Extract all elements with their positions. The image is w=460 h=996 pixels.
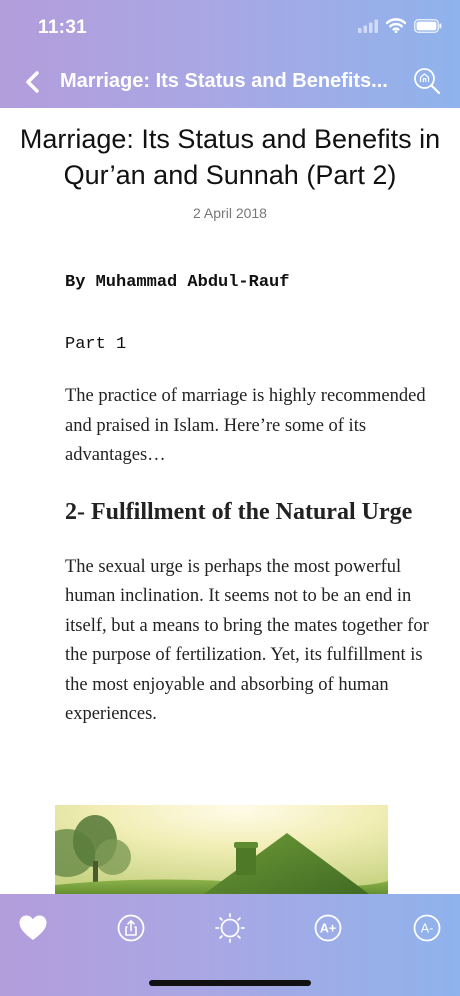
chevron-left-icon <box>22 66 46 98</box>
search-icon <box>412 66 442 96</box>
battery-icon <box>414 19 442 33</box>
font-increase-button[interactable] <box>312 912 344 944</box>
body-paragraph: The sexual urge is perhaps the most powerful human inclination. It seems not to be an end in itself, but a means to bring the mates together for the purpose of fertilization. Yet, its fulfillment is the most enjoyable and absorbing of human experiences. <box>65 556 429 724</box>
app-header <box>0 0 460 108</box>
author-line: By Muhammad Abdul-Rauf <box>65 273 290 292</box>
share-button[interactable] <box>115 912 147 944</box>
status-time: 11:31 <box>38 17 88 38</box>
search-button[interactable] <box>412 66 442 96</box>
heart-icon <box>18 914 48 942</box>
article-content[interactable] <box>0 108 460 894</box>
font-decrease-label: A- <box>420 921 434 936</box>
article-title: Marriage: Its Status and Benefits in Qur’an and Sunnah (Part 2) <box>19 124 441 190</box>
font-decrease-button[interactable] <box>411 912 443 944</box>
brightness-button[interactable] <box>214 912 246 944</box>
font-increase-label: A+ <box>319 921 337 936</box>
navigation-bar <box>0 62 460 102</box>
favorite-button[interactable] <box>17 912 49 944</box>
status-indicators <box>358 18 442 33</box>
font-decrease-icon <box>412 913 442 943</box>
part-1-link[interactable]: Part 1 <box>65 335 127 354</box>
back-button[interactable] <box>22 66 46 98</box>
share-icon <box>116 913 146 943</box>
brightness-icon <box>214 912 246 944</box>
font-increase-icon <box>313 913 343 943</box>
article-image <box>55 805 388 894</box>
home-indicator[interactable] <box>149 980 311 986</box>
article-date: 2 April 2018 <box>193 205 267 221</box>
nav-title: Marriage: Its Status and Benefits... <box>60 70 388 92</box>
wifi-icon <box>386 18 406 33</box>
cellular-signal-icon <box>358 19 378 33</box>
intro-paragraph: The practice of marriage is highly recommended and praised in Islam. Here’re some of its advantages… <box>65 386 426 465</box>
section-heading: 2- Fulfillment of the Natural Urge <box>65 498 413 525</box>
